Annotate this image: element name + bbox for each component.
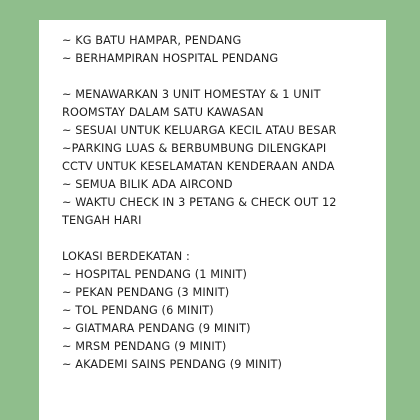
location-item: ~ TOL PENDANG (6 MINIT) (62, 304, 214, 317)
spacer (62, 230, 392, 248)
location-item: ~ PEKAN PENDANG (3 MINIT) (62, 286, 230, 299)
section-heading: LOKASI BERDEKATAN : (62, 250, 190, 263)
text-line: ~ SEMUA BILIK ADA AIRCOND (62, 178, 233, 191)
spacer (62, 68, 392, 86)
text-line: CCTV UNTUK KESELAMATAN KENDERAAN ANDA (62, 160, 335, 173)
text-line: ~ MENAWARKAN 3 UNIT HOMESTAY & 1 UNIT (62, 88, 321, 101)
text-line: ~ WAKTU CHECK IN 3 PETANG & CHECK OUT 12 (62, 196, 337, 209)
text-line: ROOMSTAY DALAM SATU KAWASAN (62, 106, 264, 119)
text-line: ~ SESUAI UNTUK KELUARGA KECIL ATAU BESAR (62, 124, 337, 137)
text-line: ~ BERHAMPIRAN HOSPITAL PENDANG (62, 52, 279, 65)
info-text (62, 32, 392, 374)
text-line: ~PARKING LUAS & BERBUMBUNG DILENGKAPI (62, 142, 327, 155)
location-item: ~ HOSPITAL PENDANG (1 MINIT) (62, 268, 247, 281)
location-item: ~ AKADEMI SAINS PENDANG (9 MINIT) (62, 358, 282, 371)
text-line: ~ KG BATU HAMPAR, PENDANG (62, 34, 242, 47)
location-item: ~ MRSM PENDANG (9 MINIT) (62, 340, 227, 353)
location-item: ~ GIATMARA PENDANG (9 MINIT) (62, 322, 251, 335)
text-line: TENGAH HARI (62, 214, 142, 227)
